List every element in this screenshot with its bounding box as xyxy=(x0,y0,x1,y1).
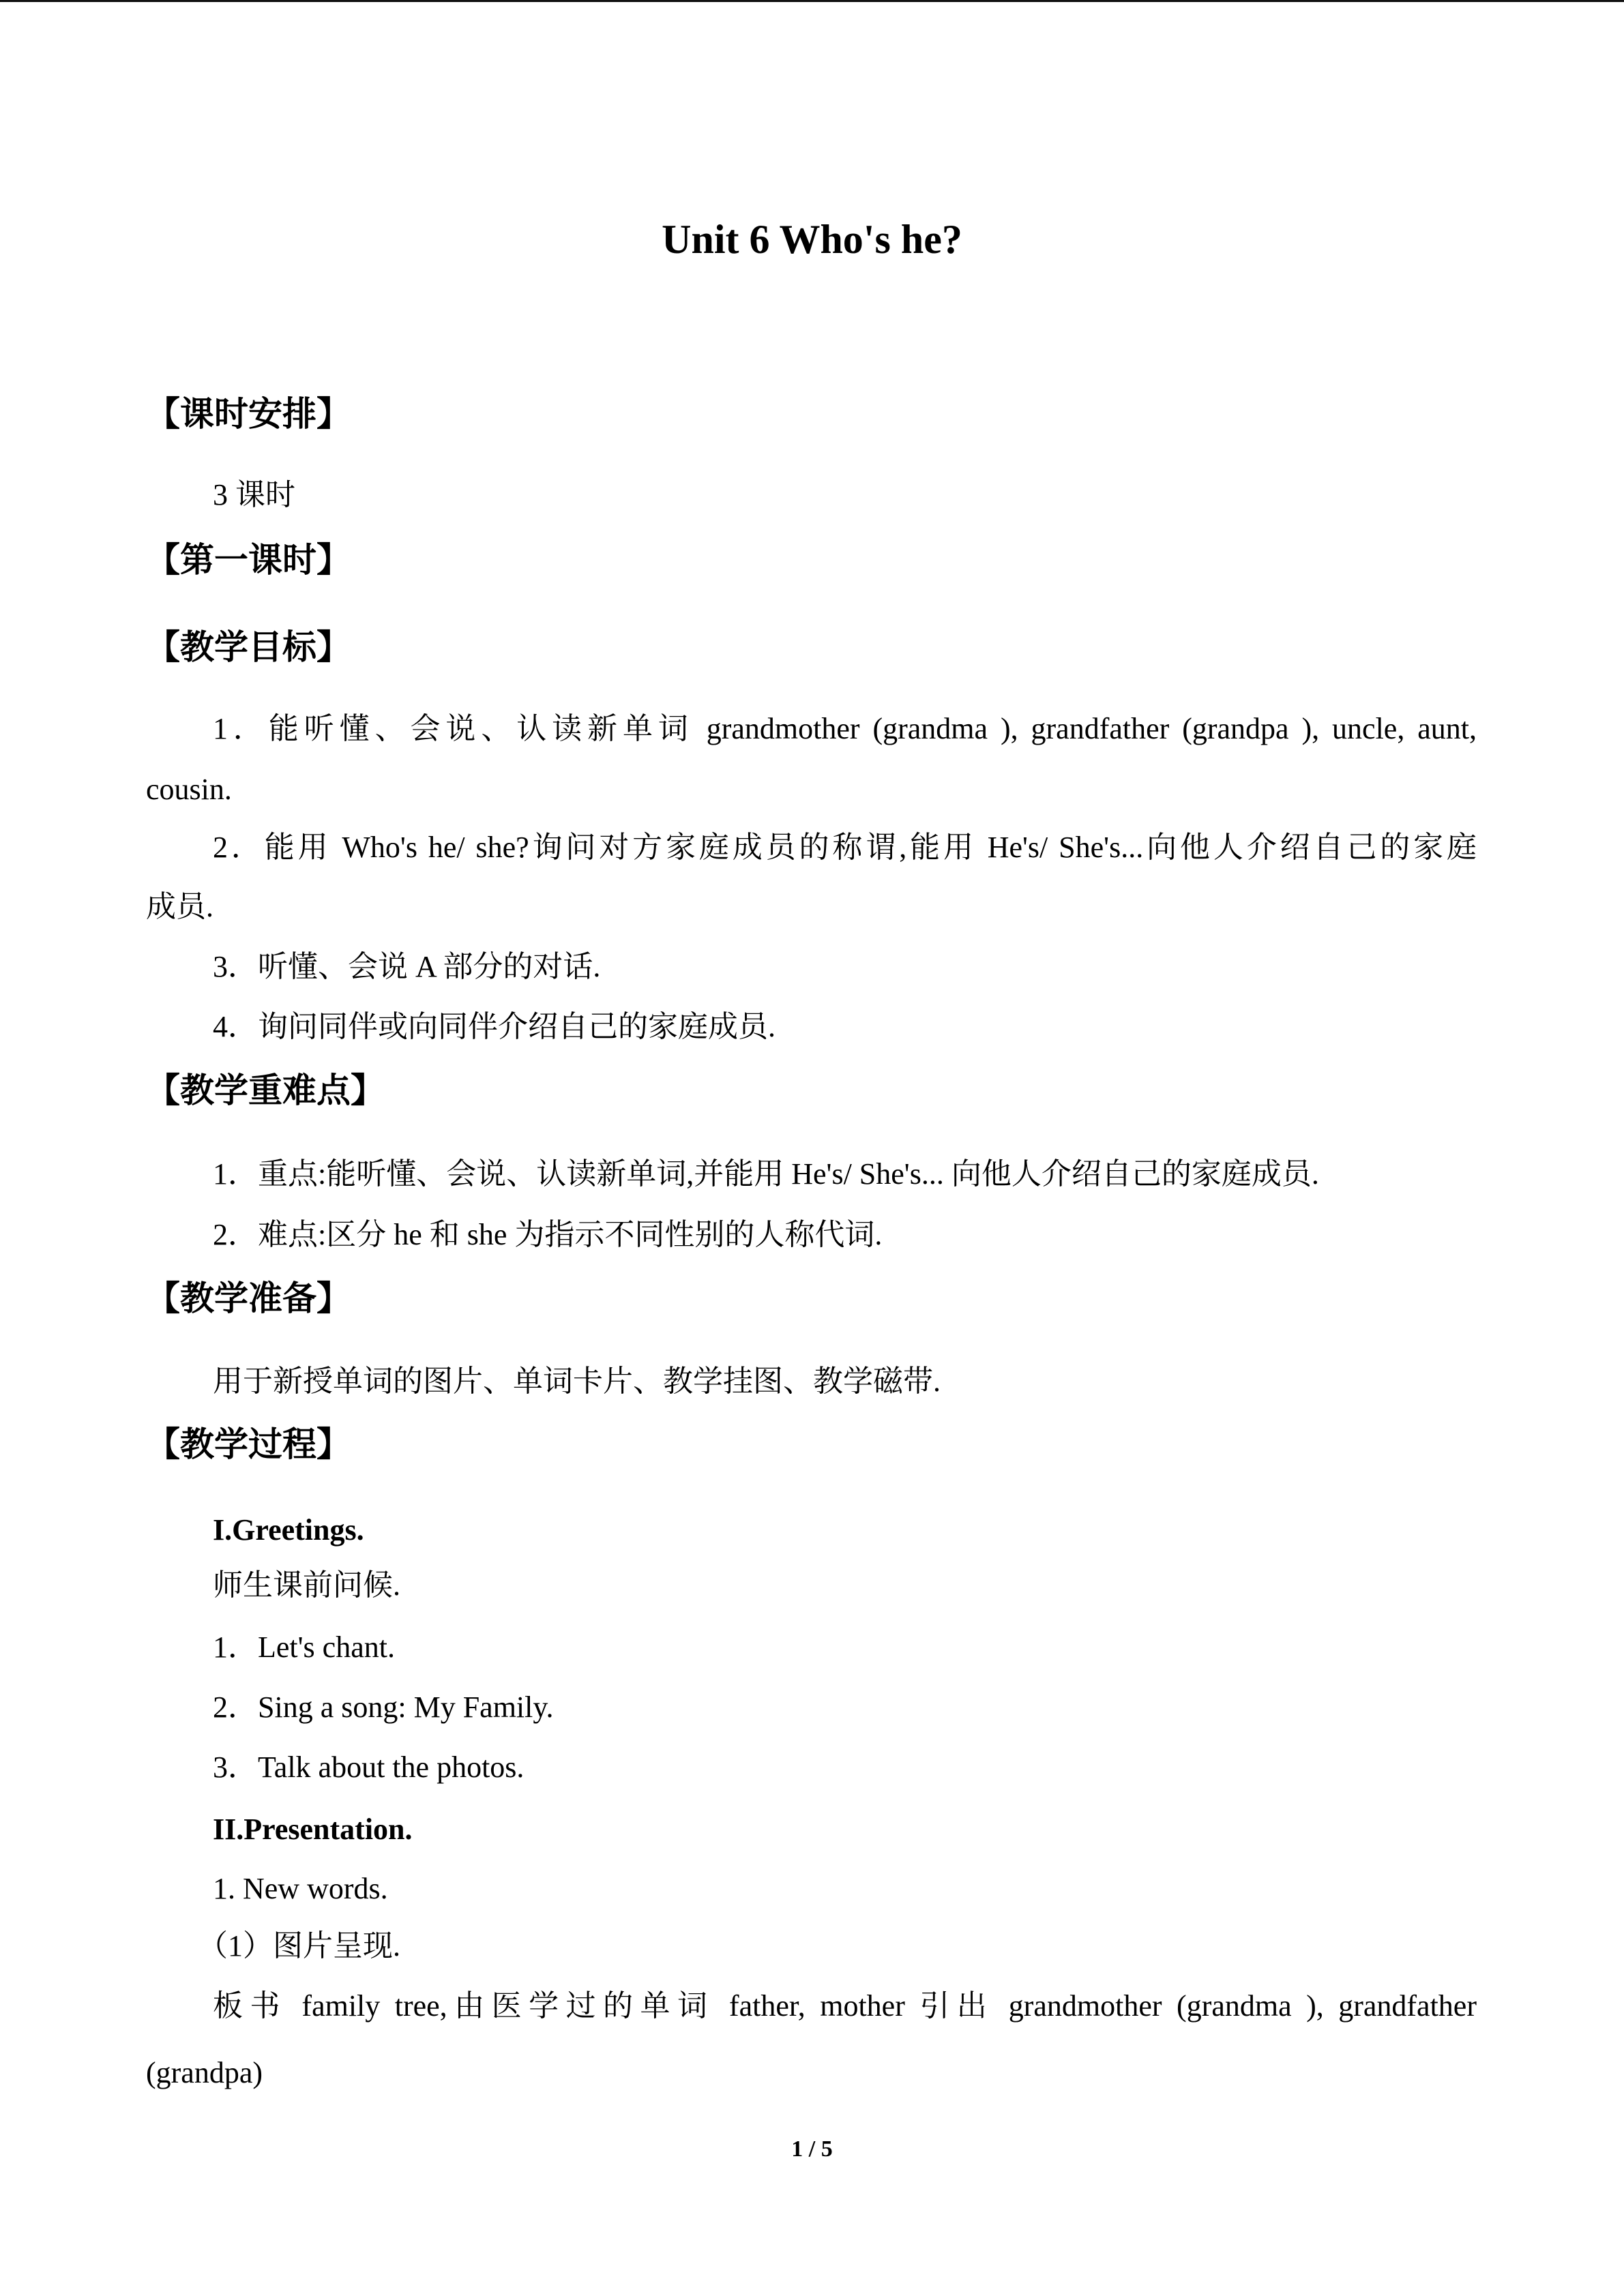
new-words-label: 1. New words. xyxy=(213,1872,388,1905)
page-number: 1 / 5 xyxy=(791,2136,833,2162)
greetings-step-1: 1．Let's chant. xyxy=(213,1630,395,1664)
heading-key-points: 【教学重难点】 xyxy=(146,1071,385,1110)
board-text-line-1: 板书 family tree,由医学过的单词 father, mother 引出 grandmother (grandma ), grandfather xyxy=(213,1989,1477,2023)
heading-preparation: 【教学准备】 xyxy=(146,1279,351,1318)
heading-schedule: 【课时安排】 xyxy=(146,394,351,434)
greetings-text: 师生课前问候. xyxy=(213,1568,400,1602)
top-border-line xyxy=(0,0,1624,2)
key-point-2: 2．难点:区分 he 和 she 为指示不同性别的人称代词. xyxy=(213,1218,883,1251)
goal-item-2-line-2: 成员. xyxy=(146,890,213,923)
goal-item-4: 4．询问同伴或向同伴介绍自己的家庭成员. xyxy=(213,1010,776,1043)
presentation-title: II.Presentation. xyxy=(213,1813,413,1846)
goal-item-3: 3．听懂、会说 A 部分的对话. xyxy=(213,950,601,983)
greetings-step-2: 2．Sing a song: My Family. xyxy=(213,1690,554,1724)
key-point-1: 1．重点:能听懂、会说、认读新单词,并能用 He's/ She's... 向他人介绍自己的家庭成员. xyxy=(213,1157,1319,1191)
document-title: Unit 6 Who's he? xyxy=(662,217,962,262)
heading-process: 【教学过程】 xyxy=(146,1425,351,1464)
greetings-title: I.Greetings. xyxy=(213,1513,364,1547)
goal-item-1-line-1: 1．能听懂、会说、认读新单词 grandmother (grandma ), grandfather (grandpa ), uncle, aunt, xyxy=(213,712,1477,745)
board-text-line-2: (grandpa) xyxy=(146,2056,263,2089)
schedule-text: 3 课时 xyxy=(213,478,295,511)
goal-item-2-line-1: 2．能用 Who's he/ she?询问对方家庭成员的称谓,能用 He's/ She's...向他人介绍自己的家庭 xyxy=(213,831,1477,864)
preparation-text: 用于新授单词的图片、单词卡片、教学挂图、教学磁带. xyxy=(213,1365,941,1398)
goal-item-1-line-2: cousin. xyxy=(146,773,232,806)
greetings-step-3: 3．Talk about the photos. xyxy=(213,1750,525,1784)
picture-step: （1）图片呈现. xyxy=(198,1929,400,1963)
heading-lesson-one: 【第一课时】 xyxy=(146,540,351,580)
heading-goals: 【教学目标】 xyxy=(146,627,351,667)
